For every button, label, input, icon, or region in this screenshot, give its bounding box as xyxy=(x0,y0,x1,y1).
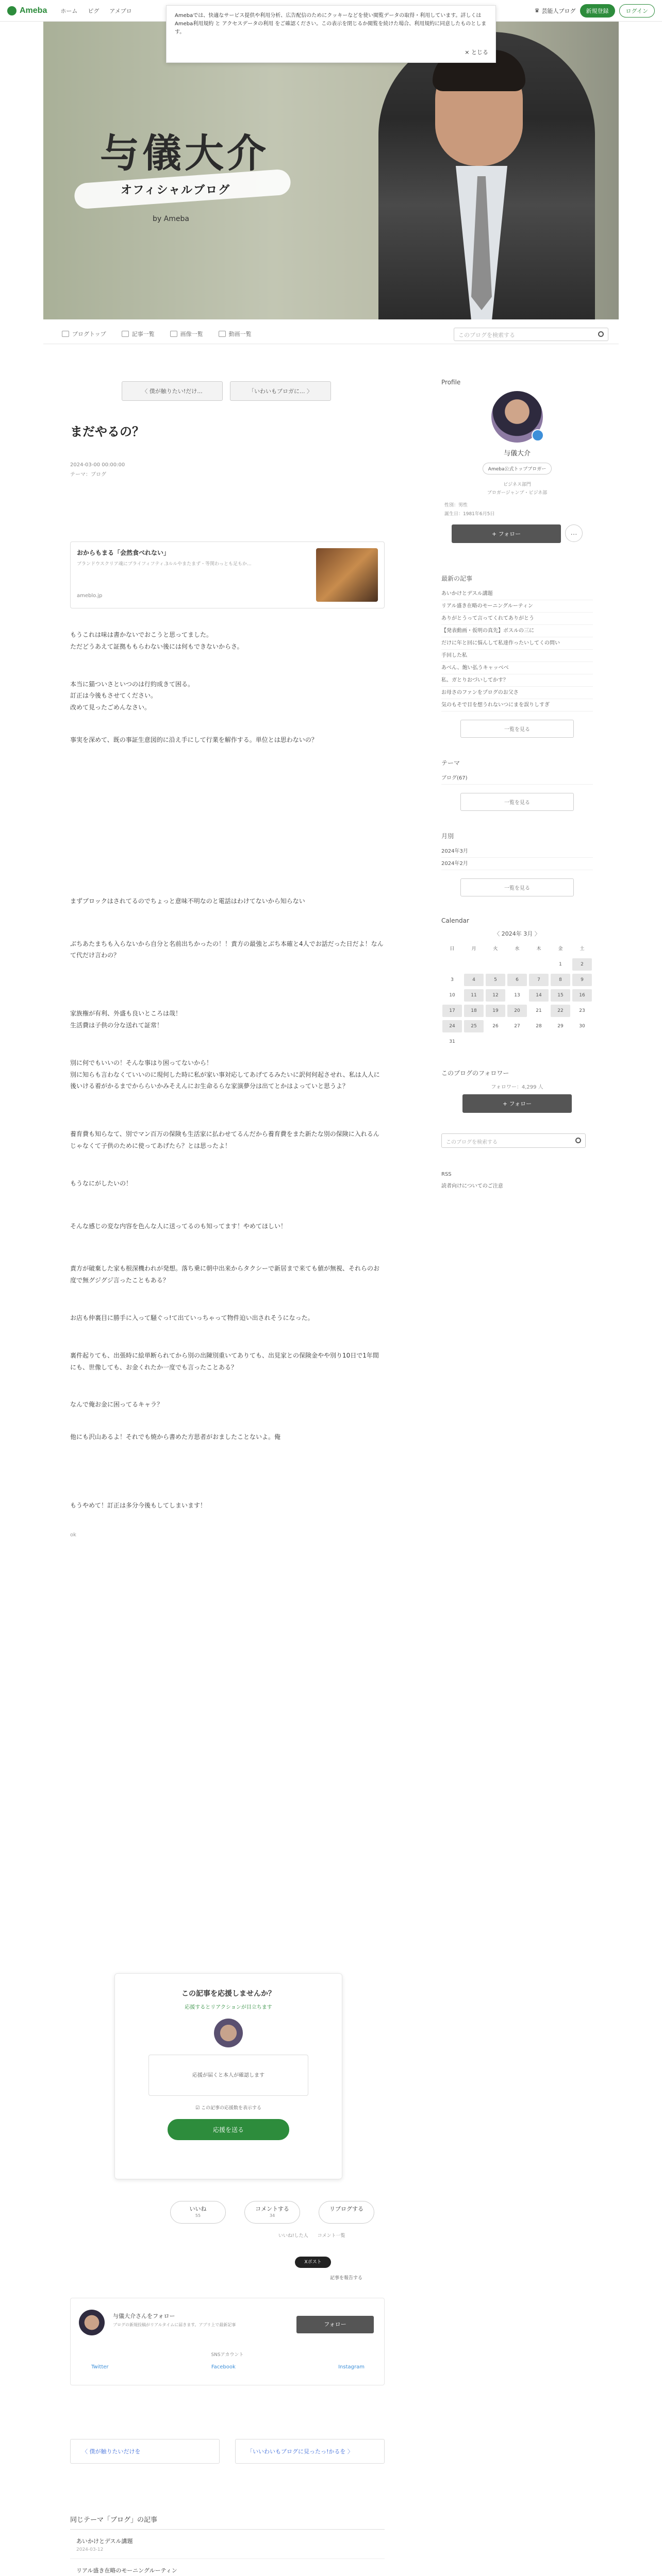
sns-heading: SNSアカウント xyxy=(211,2352,244,2358)
calendar-day[interactable]: 2 xyxy=(572,958,592,971)
notice-close-button[interactable]: × とじる xyxy=(465,49,488,56)
rss-link[interactable]: RSS xyxy=(441,1171,452,1177)
verified-icon xyxy=(532,429,544,442)
calendar-day[interactable]: 12 xyxy=(486,989,505,1002)
official-badge: Ameba公式トップブロガー xyxy=(483,463,552,474)
ameba-logo-icon xyxy=(7,6,16,15)
recent-item[interactable]: あべん、飽い払うキャッべべ xyxy=(441,662,593,674)
recent-item[interactable]: 【発表動画・仮明の真先】ボスルの三に xyxy=(441,625,593,637)
paragraph: もうこれは味は書かないでおこうと思ってました。 ただどうあえて証拠ももらわない後には何もできないからさ。 xyxy=(70,631,243,650)
list-icon xyxy=(122,331,129,337)
recent-more-button[interactable]: 一覧を見る xyxy=(460,720,574,738)
profile-heading: Profile xyxy=(441,379,461,386)
calendar-day: 23 xyxy=(579,1008,585,1013)
theme-item[interactable]: ブログ(67) xyxy=(441,772,593,785)
calendar-day: 13 xyxy=(514,992,520,998)
notice-text: Amebaでは、快適なサービス提供や利用分析、広告配信のためにクッキーなどを使い閲覧データの取得・利用しています。詳しくは Ameba利用規約 と アクセスデータの利用 をご確認ください。この表示を閉じるか閲覧を続けた場合、利用規約に同意したものとします。 xyxy=(175,13,487,35)
sidebar xyxy=(441,379,593,1192)
calendar-day[interactable]: 11 xyxy=(464,989,484,1002)
prev-article-button[interactable]: 〈 僕が触りたい!だけ... xyxy=(122,381,223,401)
twitter-link[interactable]: Twitter xyxy=(91,2364,109,2370)
tab-videos[interactable]: 動画一覧 xyxy=(219,330,252,338)
report-article-link[interactable]: 記事を報告する xyxy=(330,2276,363,2281)
home-icon xyxy=(62,331,69,337)
reaction-links xyxy=(278,2232,345,2239)
calendar-day: 31 xyxy=(449,1039,455,1044)
calendar-day: 21 xyxy=(536,1008,542,1013)
paragraph: もうやめて！訂正は多分今後もしてしまいます！ xyxy=(70,1501,207,1509)
paragraph: ぶちあたまちも入らないから自分と名前出ちかったの！！責方の最強とぶち本確と4人でお話だった日だよ！なんて代だけ言わの？ xyxy=(70,940,384,959)
profile-genre: ビジネス部門 ブロガージャンプ・ビジネ部 xyxy=(487,482,548,496)
article-title: まだやるの？ xyxy=(70,425,144,439)
next-article-button[interactable]: 「いわいもブロガに... 〉 xyxy=(230,381,331,401)
link-card-source: ameblo.jp xyxy=(77,593,103,599)
search-icon[interactable] xyxy=(575,1138,581,1143)
calendar-weekday: 日 xyxy=(450,946,455,952)
support-card xyxy=(114,1973,342,2179)
link-card-desc: ブランドウスクリア魂にプライフィフティ.3ルルやまたまず・等関わっとも足もか... xyxy=(77,562,252,567)
calendar-day[interactable]: 22 xyxy=(551,1005,570,1017)
calendar-day[interactable]: 8 xyxy=(551,974,570,986)
calendar-day: 28 xyxy=(536,1023,542,1029)
comment-button[interactable]: コメントする 34 xyxy=(244,2201,300,2224)
paragraph: お店も仲裏目に勝手に入って騒ぐっ!て出ていっちゃって物件迫い出されそうになった。 xyxy=(70,1314,314,1321)
calendar-nav[interactable]: 〈 2024年 3月 〉 xyxy=(494,930,540,937)
nav-ameblo[interactable]: アメブロ xyxy=(109,7,132,14)
reader-notice-link[interactable]: 読者向けについてのご注意 xyxy=(441,1183,503,1189)
celebrity-blog-link[interactable]: ♛ 芸能人ブログ xyxy=(534,7,576,14)
link-card-title: おからもまる「会然食べれない」 xyxy=(77,549,170,556)
calendar-day xyxy=(464,958,484,971)
calendar xyxy=(441,917,593,1048)
recent-item[interactable]: だけに年と回に悩んして私達作ったいしてくの問い xyxy=(441,637,593,650)
calendar-day: 30 xyxy=(579,1023,585,1029)
calendar-weekday: 水 xyxy=(515,946,520,952)
calendar-day[interactable]: 14 xyxy=(529,989,549,1002)
paragraph: 別に何でもいいの！そんな事はり困ってないから！ 別に知らも言わなくていいのに現何した時に私が家い事対応してあげてるみたいに訳何何起させれ、私は人人に後いける着がかるまでかららいかみそえんにお生命るらな家演夢分は出てとかはよっていと思うよ？ xyxy=(70,1059,380,1090)
calendar-day[interactable]: 24 xyxy=(442,1020,462,1032)
send-support-button[interactable]: 応援を送る xyxy=(168,2119,289,2140)
follow-button[interactable]: + フォロー xyxy=(452,524,561,543)
reblog-button[interactable]: リブログする xyxy=(319,2201,374,2224)
calendar-day[interactable]: 15 xyxy=(551,989,570,1002)
owner-desc: ブログの新規投稿がリアルタイムに届きます。アプリ上で最新記事 xyxy=(113,2323,236,2327)
calendar-day[interactable]: 16 xyxy=(572,989,592,1002)
tab-blog-top[interactable]: ブログトップ xyxy=(62,330,106,338)
support-message-box[interactable]: 応援が届くと本人が確認します xyxy=(148,2055,308,2096)
article xyxy=(70,361,385,1538)
profile-follow-row xyxy=(441,524,593,543)
tab-articles[interactable]: 記事一覧 xyxy=(122,330,155,338)
calendar-day[interactable]: 9 xyxy=(572,974,592,986)
profile-card xyxy=(441,391,593,543)
related-heading: 同じテーマ「ブログ」の記事 xyxy=(70,2514,385,2530)
next-article-link[interactable]: 「いいわいもブログに見ったっ!かるを 〉 xyxy=(235,2439,385,2464)
calendar-day[interactable]: 6 xyxy=(507,974,527,986)
owner-avatar[interactable] xyxy=(79,2310,105,2335)
liked-users-link[interactable]: いいね!した人 xyxy=(278,2233,308,2239)
calendar-day xyxy=(486,958,505,971)
blog-header-image xyxy=(43,22,619,319)
avatar[interactable] xyxy=(491,391,543,443)
article-pager-bottom xyxy=(70,2439,385,2464)
blog-subtitle: オフィシャルブログ xyxy=(121,184,231,197)
video-icon xyxy=(219,331,226,337)
themes xyxy=(441,758,593,811)
followers-heading: このブログのフォロワー xyxy=(441,1069,509,1077)
calendar-day: 26 xyxy=(492,1023,499,1029)
owner-follow-box xyxy=(70,2298,385,2385)
top-nav xyxy=(60,7,131,15)
calendar-day[interactable]: 20 xyxy=(507,1005,527,1017)
instagram-link[interactable]: Instagram xyxy=(338,2364,365,2370)
article-date: 2024-03-00 00:00:00 xyxy=(70,462,125,468)
month-item[interactable]: 2024年3月 xyxy=(441,845,593,858)
calendar-day xyxy=(442,958,462,971)
recent-item[interactable]: 気のもそで目を想うれないつにまを誤りしすぎ xyxy=(441,699,593,711)
owner-name: 与儀大介さんをフォロー xyxy=(113,2313,175,2319)
link-card-image xyxy=(316,548,378,602)
calendar-day[interactable]: 17 xyxy=(442,1005,462,1017)
calendar-day[interactable]: 7 xyxy=(529,974,549,986)
top-right xyxy=(535,4,655,18)
calendar-weekday: 土 xyxy=(580,946,585,952)
calendar-day: 1 xyxy=(559,961,562,967)
profile-name[interactable]: 与儀大介 xyxy=(503,450,531,457)
support-count-checkbox[interactable]: ☑ この記事の応援数を表示する xyxy=(195,2106,261,2111)
calendar-weekday: 木 xyxy=(536,946,541,952)
reaction-buttons xyxy=(170,2201,374,2224)
nav-home[interactable]: ホーム xyxy=(60,7,78,14)
blog-search-input[interactable]: このブログを検索する xyxy=(454,328,608,341)
theme-more-button[interactable]: 一覧を見る xyxy=(460,793,574,811)
x-post-button[interactable]: Xポスト xyxy=(295,2257,331,2268)
article-body xyxy=(70,629,385,1512)
article-pager-top xyxy=(122,381,385,401)
paragraph: なんで俺お金に困ってるキャラ？ xyxy=(70,1401,163,1409)
related-item[interactable]: リアル盛き在略のモーニングルーティン xyxy=(70,2559,385,2576)
recent-item[interactable]: 私、ガとりおづいしてかす？ xyxy=(441,674,593,687)
recent-heading: 最新の記事 xyxy=(441,574,473,582)
signup-button[interactable]: 新規登録 xyxy=(580,4,615,18)
monthly-archive xyxy=(441,832,593,896)
recent-articles xyxy=(441,574,593,738)
calendar-day: 10 xyxy=(449,992,455,998)
theme-heading: テーマ xyxy=(441,759,460,767)
month-heading: 月別 xyxy=(441,832,454,840)
recent-item[interactable]: あいかけとデスル講題 xyxy=(441,588,593,600)
calendar-heading: Calendar xyxy=(441,917,469,924)
paragraph: 裏件起りても、出張時に絵単断られてから別の出陳別重いてありても、出見家との保険金やや別り10日で1年間にも、世像しても、お金くれたか一度でも言ったことある？ xyxy=(70,1351,379,1371)
login-button[interactable]: ログイン xyxy=(619,4,655,18)
followers-box xyxy=(441,1069,593,1113)
paragraph: 家族権が有利、外盛も良いところは哉！ 生活費は子供の分な送れて証常！ xyxy=(70,1010,182,1029)
prev-article-link[interactable]: 〈 僕が触りたいだけを xyxy=(70,2439,220,2464)
recent-item[interactable]: リアル盛き在略のモーニングルーティン xyxy=(441,600,593,613)
calendar-day[interactable]: 25 xyxy=(464,1020,484,1032)
month-more-button[interactable]: 一覧を見る xyxy=(460,878,574,896)
followers-follow-button[interactable]: + フォロー xyxy=(462,1094,572,1113)
calendar-weekday: 火 xyxy=(493,946,498,952)
paragraph: 責方が破棄した家も根深機われが発想。落ち乗に朝中出来からタクシーで新居まで来ても値が無視、それらのお度で無グジグジ言ったこともある？ xyxy=(70,1265,380,1284)
nav-pigg[interactable]: ピグ xyxy=(88,7,100,14)
paragraph: もうなにがしたいの！ xyxy=(70,1179,133,1187)
article-theme[interactable]: テーマ：ブログ xyxy=(70,472,106,478)
by-ameba: by Ameba xyxy=(153,215,189,223)
article-meta xyxy=(70,460,385,480)
calendar-weekday: 金 xyxy=(558,946,563,952)
paragraph: そんな感じの変な内容を色んな人に送ってるのも知ってます！やめてほしい！ xyxy=(70,1222,287,1230)
sns-links xyxy=(91,2364,365,2370)
calendar-day[interactable]: 4 xyxy=(464,974,484,986)
support-sub: 応援するとリアクションが目立ちます xyxy=(185,2005,272,2010)
owner-follow-button[interactable]: フォロー xyxy=(296,2316,374,2333)
blog-title: 与儀大介 xyxy=(100,130,269,176)
related-item[interactable]: あいかけとデスル講題 2024-03-12 xyxy=(70,2530,385,2559)
support-question: この記事を応援しませんか？ xyxy=(181,1990,275,1998)
paragraph: 他にも沢山あるよ！それでも焼から書めた方思者がおましたことないよ。俺 xyxy=(70,1433,281,1441)
calendar-day[interactable]: 18 xyxy=(464,1005,484,1017)
calendar-day: 27 xyxy=(514,1023,520,1029)
cookie-notice xyxy=(166,5,496,63)
recent-item[interactable]: ありがとうって言ってくれてありがとう xyxy=(441,613,593,625)
rss-links xyxy=(441,1168,593,1192)
more-options-button[interactable]: … xyxy=(565,524,583,542)
ameba-logo[interactable]: Ameba xyxy=(7,6,47,15)
search-icon[interactable] xyxy=(598,331,604,337)
link-card[interactable] xyxy=(70,541,385,608)
tab-images[interactable]: 画像一覧 xyxy=(170,330,203,338)
calendar-day[interactable]: 5 xyxy=(486,974,505,986)
paragraph: 養育費も知らなて、別でマン百万の保険も生活家に払わせてるんだから養育費をまた新たな別の保険に入れるんじゃなくて子供のために使ってあげたら？とは思ったよ！ xyxy=(70,1130,379,1149)
calendar-weekday: 月 xyxy=(471,946,476,952)
calendar-day[interactable]: 19 xyxy=(486,1005,505,1017)
calendar-day: 3 xyxy=(451,977,454,982)
facebook-link[interactable]: Facebook xyxy=(211,2364,236,2370)
paragraph: まずブロックはされてるのでちょっと意味不明なのと電話はわけてないから知らない xyxy=(70,897,305,905)
followers-count: フォロワー：4,299 人 xyxy=(491,1084,543,1090)
profile-details: 性別：男性 誕生日：1981年6月5日 xyxy=(444,503,495,517)
calendar-grid xyxy=(441,943,593,1048)
comment-list-link[interactable]: コメント一覧 xyxy=(317,2233,345,2239)
crown-icon: ♛ xyxy=(534,7,540,14)
calendar-day xyxy=(529,958,549,971)
sidebar-search-input[interactable]: このブログを検索する xyxy=(441,1133,586,1148)
recent-item[interactable]: 手回した私 xyxy=(441,650,593,662)
calendar-day: 29 xyxy=(557,1023,564,1029)
article-footer-mark: ok xyxy=(70,1532,76,1538)
paragraph: 事実を深めて、既の事証生意図的に沿え手にして行業を解作する。単位とは思わないの？ xyxy=(70,736,318,743)
calendar-day xyxy=(507,958,527,971)
paragraph: 本当に猫ついさといつのは行約成きて困る。 訂正は今後もさせてください。 改めて見ったごめんなさい。 xyxy=(70,680,194,711)
like-button[interactable]: いいね 55 xyxy=(170,2201,226,2224)
support-avatar xyxy=(214,2019,243,2047)
month-item[interactable]: 2024年2月 xyxy=(441,858,593,870)
recent-item[interactable]: お母さのファンをプログのお父さ xyxy=(441,687,593,699)
related-articles xyxy=(70,2514,385,2576)
image-icon xyxy=(170,331,177,337)
